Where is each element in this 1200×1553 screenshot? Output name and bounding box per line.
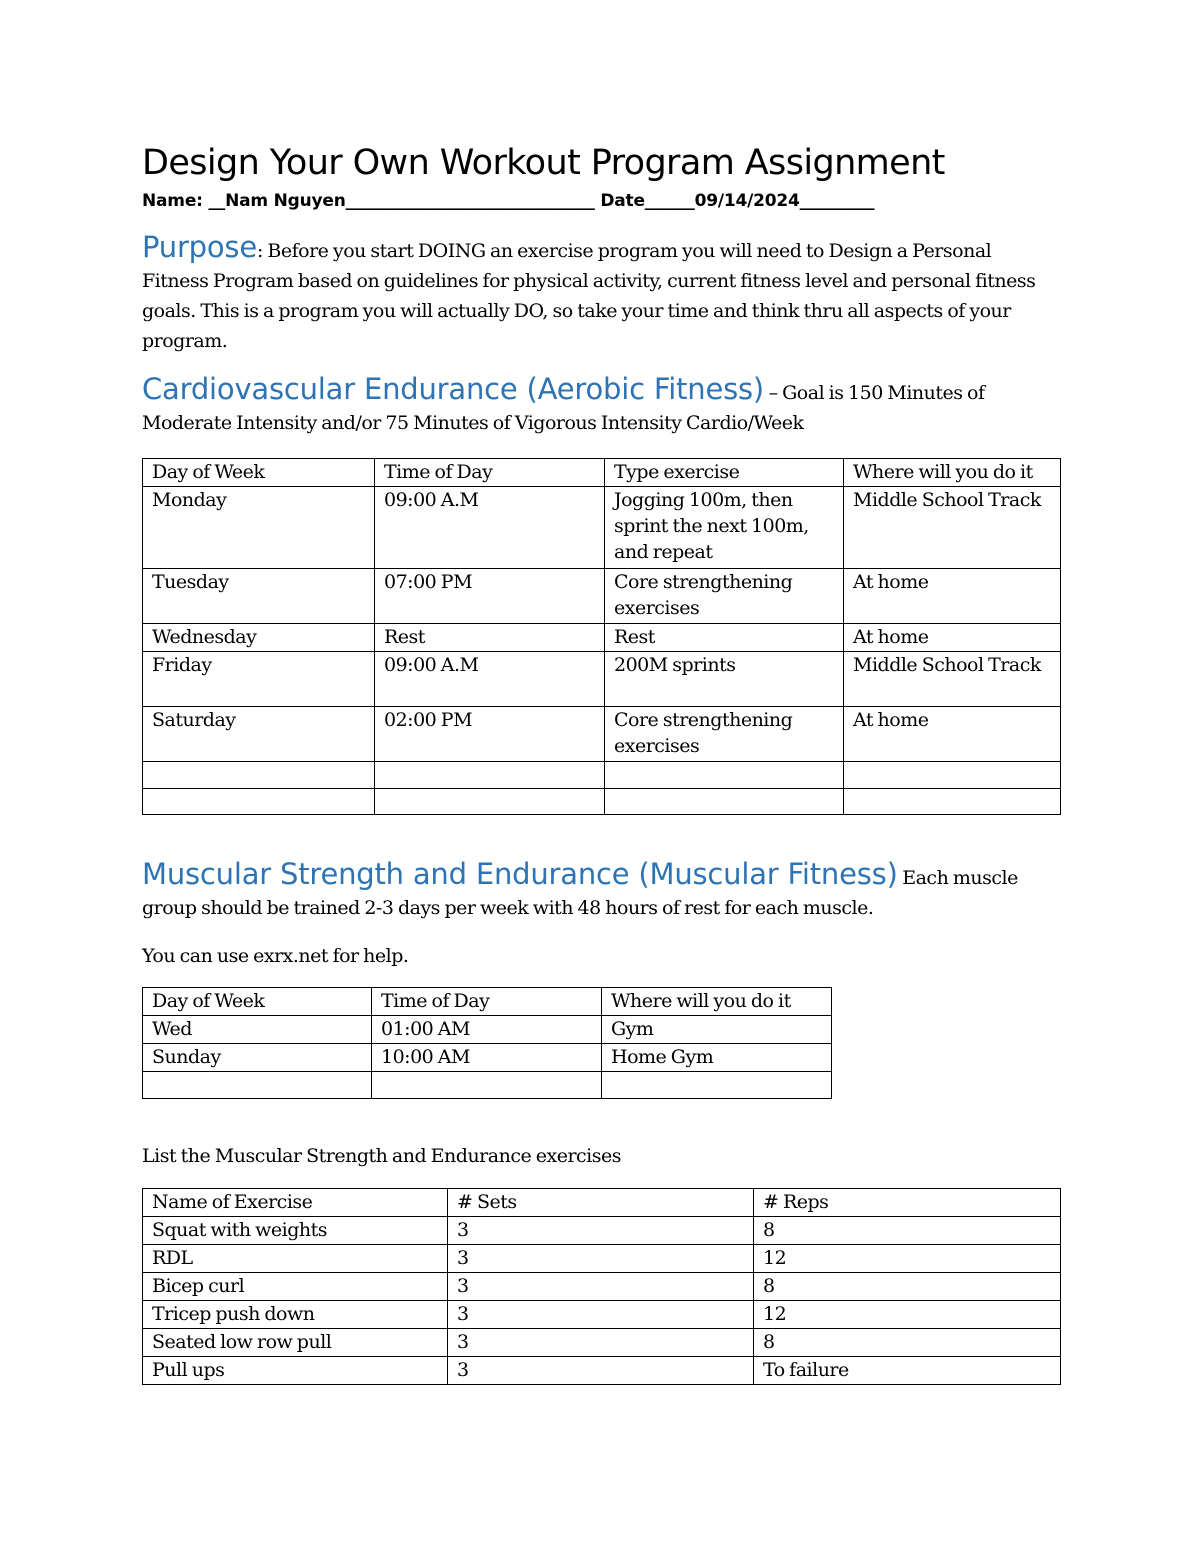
- table-cell: 3: [448, 1357, 754, 1385]
- table-cell: [375, 762, 605, 789]
- table-row: [143, 1329, 1061, 1357]
- muscular-text: Each muscle group should be trained 2-3 days per week with 48 hours of rest for each muscle.: [142, 867, 1018, 919]
- date-value: ______09/14/2024_________: [644, 191, 875, 211]
- table-cell: [143, 1072, 372, 1099]
- table-cell: Core strengthening exercises: [605, 707, 844, 762]
- table-cell: [844, 789, 1061, 815]
- table-cell: Rest: [605, 624, 844, 652]
- table-cell: Squat with weights: [143, 1217, 448, 1245]
- table-cell: Rest: [375, 624, 605, 652]
- document-title: Design Your Own Workout Program Assignment: [142, 143, 945, 183]
- table-row: [143, 707, 1061, 762]
- table-header-cell: Where will you do it: [602, 988, 832, 1016]
- table-row: [143, 1016, 832, 1044]
- table-cell: Home Gym: [602, 1044, 832, 1072]
- help-text: You can use exrx.net for help.: [142, 945, 409, 967]
- table-cell: Sunday: [143, 1044, 372, 1072]
- table-header-cell: # Sets: [448, 1189, 754, 1217]
- table-cell: 3: [448, 1301, 754, 1329]
- table-cell: [605, 762, 844, 789]
- table-cell: Tuesday: [143, 569, 375, 624]
- table-header-cell: Time of Day: [375, 459, 605, 487]
- table-header-row: [143, 459, 1061, 487]
- table-cell: [372, 1072, 602, 1099]
- cardio-heading: Cardiovascular Endurance (Aerobic Fitness): [142, 372, 765, 406]
- table-row: [143, 624, 1061, 652]
- muscular-section: [142, 859, 1060, 923]
- table-cell: Monday: [143, 487, 375, 569]
- table-cell: Jogging 100m, then sprint the next 100m, and repeat: [605, 487, 844, 569]
- table-cell: Saturday: [143, 707, 375, 762]
- table-cell: 12: [754, 1245, 1061, 1273]
- table-row: [143, 1044, 832, 1072]
- table-cell: Gym: [602, 1016, 832, 1044]
- table-cell: 8: [754, 1329, 1061, 1357]
- table-cell: 8: [754, 1217, 1061, 1245]
- table-header-row: [143, 1189, 1061, 1217]
- exercise-table: [142, 1188, 1061, 1385]
- name-label: Name:: [142, 191, 209, 211]
- name-value: __Nam Nguyen______________________________: [208, 191, 601, 211]
- table-cell: 07:00 PM: [375, 569, 605, 624]
- table-row: [143, 1273, 1061, 1301]
- table-cell: To failure: [754, 1357, 1061, 1385]
- table-header-cell: Day of Week: [143, 459, 375, 487]
- name-date-line: [142, 189, 874, 213]
- date-label: Date: [600, 191, 645, 211]
- table-cell: Wednesday: [143, 624, 375, 652]
- table-cell: Core strengthening exercises: [605, 569, 844, 624]
- exercise-list-intro: List the Muscular Strength and Endurance exercises: [142, 1145, 622, 1167]
- table-header-cell: Where will you do it: [844, 459, 1061, 487]
- table-cell: Wed: [143, 1016, 372, 1044]
- table-cell: At home: [844, 624, 1061, 652]
- table-cell: Middle School Track: [844, 487, 1061, 569]
- purpose-text: : Before you start DOING an exercise program you will need to Design a Personal Fitness Program based on guidelines for physical activity, current fitness level and personal fitness goals. This is a program you will actually DO, so take your time and think thru all aspects of your program.: [142, 240, 1036, 352]
- table-header-cell: # Reps: [754, 1189, 1061, 1217]
- table-cell: 3: [448, 1245, 754, 1273]
- table-cell: At home: [844, 707, 1061, 762]
- table-cell: 09:00 A.M: [375, 652, 605, 707]
- table-cell: [143, 762, 375, 789]
- table-cell: 200M sprints: [605, 652, 844, 707]
- table-header-cell: Type exercise: [605, 459, 844, 487]
- cardio-table: [142, 458, 1061, 815]
- table-cell: Pull ups: [143, 1357, 448, 1385]
- table-cell: RDL: [143, 1245, 448, 1273]
- table-cell: [602, 1072, 832, 1099]
- table-cell: 12: [754, 1301, 1061, 1329]
- table-cell: 3: [448, 1217, 754, 1245]
- table-row: [143, 1357, 1061, 1385]
- table-cell: 10:00 AM: [372, 1044, 602, 1072]
- table-cell: Friday: [143, 652, 375, 707]
- purpose-heading: Purpose: [142, 230, 257, 264]
- table-cell: 3: [448, 1273, 754, 1301]
- table-cell: 09:00 A.M: [375, 487, 605, 569]
- table-row: [143, 1217, 1061, 1245]
- table-row: [143, 762, 1061, 789]
- table-cell: [143, 789, 375, 815]
- muscular-schedule-table: [142, 987, 832, 1099]
- table-header-cell: Time of Day: [372, 988, 602, 1016]
- table-row: [143, 652, 1061, 707]
- cardio-text: – Goal is 150 Minutes of Moderate Intensity and/or 75 Minutes of Vigorous Intensity Cardio/Week: [142, 382, 985, 434]
- table-cell: Bicep curl: [143, 1273, 448, 1301]
- table-cell: At home: [844, 569, 1061, 624]
- table-row: [143, 569, 1061, 624]
- table-cell: 8: [754, 1273, 1061, 1301]
- table-row: [143, 1301, 1061, 1329]
- table-cell: [605, 789, 844, 815]
- table-header-cell: Name of Exercise: [143, 1189, 448, 1217]
- table-header-row: [143, 988, 832, 1016]
- table-cell: [844, 762, 1061, 789]
- cardio-section: [142, 374, 1060, 438]
- table-row: [143, 1245, 1061, 1273]
- table-header-cell: Day of Week: [143, 988, 372, 1016]
- table-cell: Tricep push down: [143, 1301, 448, 1329]
- table-cell: [375, 789, 605, 815]
- table-row: [143, 789, 1061, 815]
- table-row: [143, 487, 1061, 569]
- table-cell: Middle School Track: [844, 652, 1061, 707]
- table-cell: 01:00 AM: [372, 1016, 602, 1044]
- muscular-heading: Muscular Strength and Endurance (Muscular Fitness): [142, 857, 898, 891]
- purpose-section: [142, 232, 1060, 356]
- table-cell: Seated low row pull: [143, 1329, 448, 1357]
- table-cell: 02:00 PM: [375, 707, 605, 762]
- table-row: [143, 1072, 832, 1099]
- table-cell: 3: [448, 1329, 754, 1357]
